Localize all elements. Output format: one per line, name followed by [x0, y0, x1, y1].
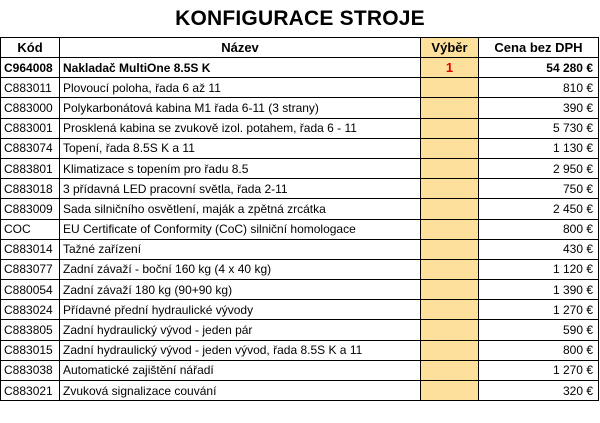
- cell-kod: C883077: [1, 259, 60, 279]
- table-row: [1, 360, 599, 380]
- cell-nazev: Nakladač MultiOne 8.5S K: [60, 58, 421, 78]
- cell-kod: C883038: [1, 360, 60, 380]
- cell-nazev: Zvuková signalizace couvání: [60, 381, 421, 401]
- table-row: [1, 98, 599, 118]
- cell-vyber-input[interactable]: [421, 360, 479, 380]
- table-header-row: [1, 38, 599, 58]
- cell-cena: 810 €: [479, 78, 599, 98]
- cell-kod: C883074: [1, 138, 60, 158]
- cell-vyber-input[interactable]: [421, 300, 479, 320]
- cell-vyber-input[interactable]: [421, 259, 479, 279]
- cell-cena: 390 €: [479, 98, 599, 118]
- cell-cena: 1 130 €: [479, 138, 599, 158]
- cell-nazev: Zadní závaží - boční 160 kg (4 x 40 kg): [60, 259, 421, 279]
- cell-cena: 2 450 €: [479, 199, 599, 219]
- table-row: [1, 58, 599, 78]
- cell-cena: 750 €: [479, 179, 599, 199]
- cell-kod: C883024: [1, 300, 60, 320]
- cell-kod: C883011: [1, 78, 60, 98]
- cell-nazev: Plovoucí poloha, řada 6 až 11: [60, 78, 421, 98]
- cell-nazev: Klimatizace s topením pro řadu 8.5: [60, 158, 421, 178]
- table-row: [1, 381, 599, 401]
- cell-kod: C883015: [1, 340, 60, 360]
- cell-vyber-input[interactable]: 1: [421, 58, 479, 78]
- cell-cena: 1 270 €: [479, 300, 599, 320]
- cell-nazev: Automatické zajištění nářadí: [60, 360, 421, 380]
- cell-nazev: Topení, řada 8.5S K a 11: [60, 138, 421, 158]
- cell-vyber-input[interactable]: [421, 320, 479, 340]
- column-header-kod: Kód: [1, 38, 60, 58]
- table-row: [1, 179, 599, 199]
- cell-kod: C883801: [1, 158, 60, 178]
- cell-nazev: EU Certificate of Conformity (CoC) silniční homologace: [60, 219, 421, 239]
- column-header-cena: Cena bez DPH: [479, 38, 599, 58]
- table-row: [1, 239, 599, 259]
- cell-nazev: Přídavné přední hydraulické vývody: [60, 300, 421, 320]
- cell-vyber-input[interactable]: [421, 199, 479, 219]
- cell-vyber-input[interactable]: [421, 280, 479, 300]
- cell-kod: C964008: [1, 58, 60, 78]
- cell-kod: C883805: [1, 320, 60, 340]
- table-row: [1, 259, 599, 279]
- table-row: [1, 118, 599, 138]
- cell-vyber-input[interactable]: [421, 158, 479, 178]
- column-header-nazev: Název: [60, 38, 421, 58]
- cell-cena: 1 120 €: [479, 259, 599, 279]
- cell-cena: 800 €: [479, 219, 599, 239]
- cell-vyber-input[interactable]: [421, 340, 479, 360]
- cell-nazev: 3 přídavná LED pracovní světla, řada 2-11: [60, 179, 421, 199]
- cell-nazev: Zadní závaží 180 kg (90+90 kg): [60, 280, 421, 300]
- cell-kod: C883000: [1, 98, 60, 118]
- cell-vyber-input[interactable]: [421, 179, 479, 199]
- cell-vyber-input[interactable]: [421, 239, 479, 259]
- cell-kod: C880054: [1, 280, 60, 300]
- cell-nazev: Zadní hydraulický vývod - jeden pár: [60, 320, 421, 340]
- table-row: [1, 199, 599, 219]
- table-row: [1, 320, 599, 340]
- cell-vyber-input[interactable]: [421, 138, 479, 158]
- cell-vyber-input[interactable]: [421, 118, 479, 138]
- table-row: [1, 78, 599, 98]
- column-header-vyber: Výběr: [421, 38, 479, 58]
- page-title: KONFIGURACE STROJE: [175, 6, 425, 30]
- cell-cena: 800 €: [479, 340, 599, 360]
- table-row: [1, 340, 599, 360]
- table-row: [1, 158, 599, 178]
- cell-kod: C883021: [1, 381, 60, 401]
- table-row: [1, 280, 599, 300]
- cell-nazev: Tažné zařízení: [60, 239, 421, 259]
- cell-nazev: Prosklená kabina se zvukově izol. potahem, řada 6 - 11: [60, 118, 421, 138]
- table-row: [1, 300, 599, 320]
- cell-cena: 1 270 €: [479, 360, 599, 380]
- cell-vyber-input[interactable]: [421, 98, 479, 118]
- table-row: [1, 219, 599, 239]
- cell-vyber-input[interactable]: [421, 219, 479, 239]
- cell-kod: C883001: [1, 118, 60, 138]
- cell-kod: C883014: [1, 239, 60, 259]
- cell-nazev: Sada silničního osvětlení, maják a zpětná zrcátka: [60, 199, 421, 219]
- cell-vyber-input[interactable]: [421, 78, 479, 98]
- cell-cena: 5 730 €: [479, 118, 599, 138]
- cell-nazev: Zadní hydraulický vývod - jeden vývod, řada 8.5S K a 11: [60, 340, 421, 360]
- cell-kod: COC: [1, 219, 60, 239]
- cell-cena: 430 €: [479, 239, 599, 259]
- cell-cena: 2 950 €: [479, 158, 599, 178]
- configuration-table: [0, 37, 599, 401]
- cell-kod: C883018: [1, 179, 60, 199]
- cell-cena: 320 €: [479, 381, 599, 401]
- cell-cena: 54 280 €: [479, 58, 599, 78]
- cell-kod: C883009: [1, 199, 60, 219]
- cell-cena: 590 €: [479, 320, 599, 340]
- cell-cena: 1 390 €: [479, 280, 599, 300]
- cell-vyber-input[interactable]: [421, 381, 479, 401]
- table-row: [1, 138, 599, 158]
- cell-nazev: Polykarbonátová kabina M1 řada 6-11 (3 strany): [60, 98, 421, 118]
